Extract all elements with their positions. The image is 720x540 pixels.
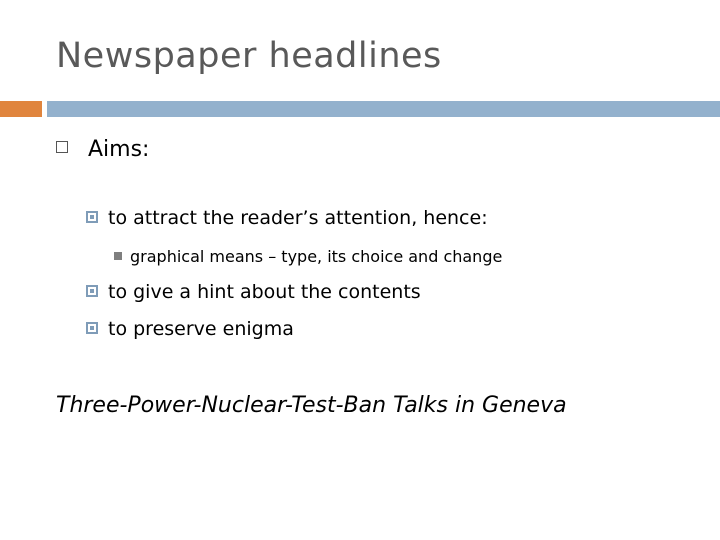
title-underline-bar — [47, 101, 720, 117]
slide-title: Newspaper headlines — [56, 36, 442, 76]
boxed-square-bullet-icon — [86, 322, 98, 334]
bullet-text: to give a hint about the contents — [108, 281, 421, 303]
bullet-text: graphical means – type, its choice and change — [130, 247, 503, 266]
title-accent-bar — [0, 101, 42, 117]
hollow-square-bullet-icon — [56, 141, 68, 153]
example-headline: Three-Power-Nuclear-Test-Ban Talks in Geneva — [56, 393, 567, 418]
sub-bullet-attract-attention — [86, 207, 488, 229]
sub-sub-bullet-graphical-means — [114, 247, 502, 266]
boxed-square-bullet-icon — [86, 211, 98, 223]
bullet-text: to attract the reader’s attention, hence: — [108, 207, 488, 229]
bullet-text: to preserve enigma — [108, 318, 294, 340]
boxed-square-bullet-icon — [86, 285, 98, 297]
bullet-aims — [56, 137, 149, 162]
bullet-text: Aims: — [88, 137, 150, 162]
sub-bullet-give-hint — [86, 281, 421, 303]
filled-square-bullet-icon — [114, 252, 122, 260]
sub-bullet-preserve-enigma — [86, 318, 294, 340]
